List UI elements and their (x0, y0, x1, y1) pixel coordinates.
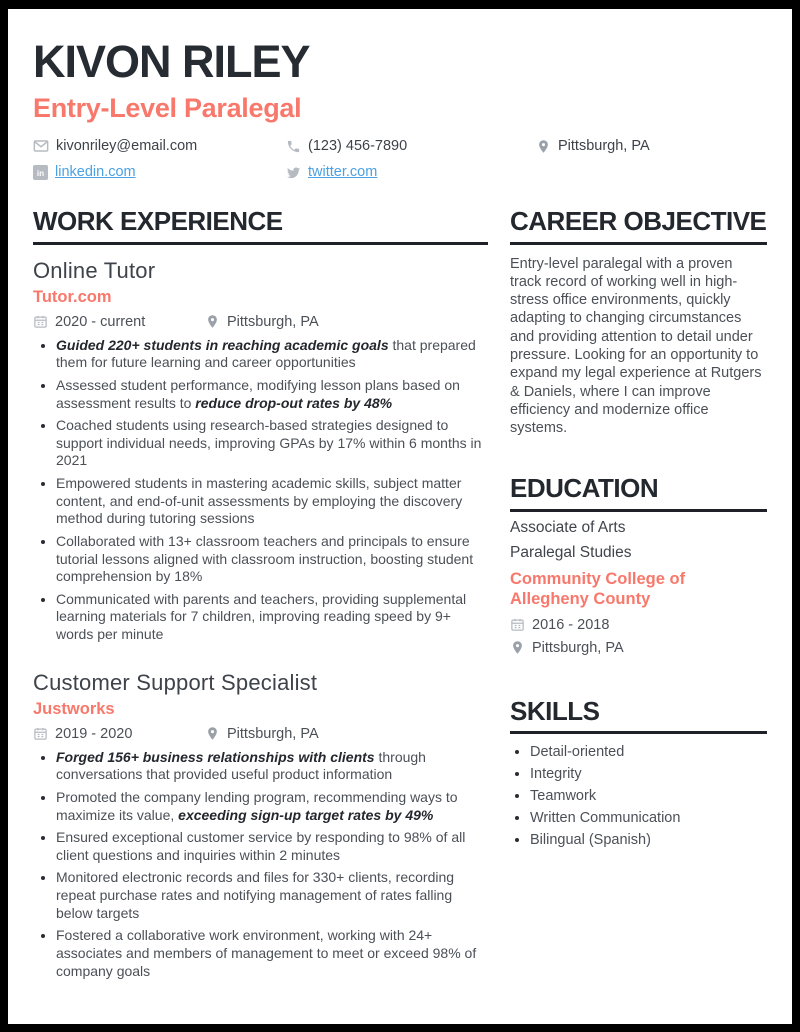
skills-section (510, 696, 767, 849)
calendar-icon (33, 314, 48, 329)
education-heading: EDUCATION (510, 473, 767, 512)
job-dates (33, 314, 205, 330)
skill-item: • Bilingual (Spanish) (530, 832, 767, 848)
phone-icon (286, 139, 301, 154)
education-section (510, 473, 767, 655)
contact-phone (286, 138, 536, 154)
job-bullet (56, 591, 488, 644)
bullet-text: Ensured exceptional customer service by responding to 98% of all client questions and inquiries within 2 minutes (56, 829, 466, 863)
education-school: Community College of Allegheny County (510, 570, 686, 608)
career-objective-text: Entry-level paralegal with a proven track record of working well in high-stress office environments, quickly adapting to changing circumstances and providing attention to detail under pressure. Looking for an opportunity to expand my legal experience at Rutgers & Daniels, where I can improve efficiency and modernize office systems. (510, 255, 762, 437)
bullet-text: Empowered students in mastering academic skills, subject matter content, and end-of-unit assessments by employing the discovery method during tutoring sessions (56, 475, 463, 527)
education-location (510, 640, 767, 656)
job-title: Online Tutor (33, 257, 156, 283)
job-bullet (56, 749, 488, 784)
bullet-text: that prepared them for future learning and career opportunities (56, 336, 476, 371)
work-experience-heading: WORK EXPERIENCE (33, 206, 488, 245)
bullet-highlight: Forged 156+ business relationships with clients (56, 748, 375, 765)
person-job-title: Entry-Level Paralegal (33, 93, 302, 123)
bullet-text: Promoted the company lending program, recommending ways to maximize its value, (56, 788, 458, 823)
twitter-link[interactable]: twitter.com (308, 164, 378, 180)
email-icon (33, 138, 49, 154)
contact-location-text: Pittsburgh, PA (558, 138, 650, 154)
job-bullets (33, 337, 488, 644)
job-company: Tutor.com (33, 287, 112, 306)
bullet-highlight: reduce drop-out rates by 48% (195, 394, 393, 411)
bullet-text: Monitored electronic records and files for 330+ clients, recording repeat purchase rates and notifying management of rates falling below targets (56, 869, 455, 921)
skill-item: • Integrity (530, 766, 767, 782)
job-meta (33, 314, 488, 330)
job-bullet (56, 337, 488, 372)
skills-list (510, 744, 767, 848)
job-company: Justworks (33, 699, 115, 718)
linkedin-link[interactable]: linkedin.com (55, 164, 136, 180)
bullet-text: Collaborated with 13+ classroom teachers and principals to ensure tutorial lessons aligned with classroom instruction, boosting student comprehension by 18% (56, 532, 474, 585)
resume-page (8, 9, 792, 1024)
bullet-text: Communicated with parents and teachers, providing supplemental learning materials for 7 children, improving reading speed by 9+ words per minute (56, 590, 467, 643)
linkedin-icon (33, 165, 48, 180)
job-bullet (56, 927, 488, 980)
contact-linkedin (33, 164, 286, 180)
person-name: KIVON RILEY (33, 36, 310, 87)
education-degree: Associate of Arts (510, 519, 626, 536)
twitter-icon (286, 165, 301, 180)
education-dates (510, 617, 767, 633)
job-dates-text: 2019 - 2020 (55, 725, 133, 742)
resume-columns (33, 206, 767, 985)
job-bullet (56, 789, 488, 824)
location-pin-icon (536, 139, 551, 154)
job-location-text: Pittsburgh, PA (227, 725, 319, 742)
job-dates (33, 726, 205, 742)
right-column (510, 206, 767, 985)
bullet-highlight: exceeding sign-up target rates by 49% (178, 806, 434, 823)
career-objective-heading: CAREER OBJECTIVE (510, 206, 767, 245)
education-dates-text: 2016 - 2018 (532, 616, 610, 633)
skills-heading: SKILLS (510, 696, 767, 735)
location-pin-icon (510, 640, 525, 655)
job-location-text: Pittsburgh, PA (227, 313, 319, 330)
resume-header (33, 36, 767, 180)
job-location (205, 314, 319, 330)
skill-item: • Teamwork (530, 788, 767, 804)
skill-item: • Detail-oriented (530, 744, 767, 760)
location-pin-icon (205, 726, 220, 741)
job-location (205, 726, 319, 742)
job-meta (33, 726, 488, 742)
contact-twitter (286, 164, 536, 180)
calendar-icon (510, 617, 525, 632)
bullet-text: through conversations that provided useful product information (56, 748, 426, 783)
work-experience-section (33, 206, 488, 980)
job-bullets (33, 749, 488, 981)
job-bullet (56, 869, 488, 922)
bullet-text: Fostered a collaborative work environment, working with 24+ associates and members of management to meet or exceed 98% of company goals (56, 927, 477, 979)
contact-location (536, 138, 767, 154)
job-bullet (56, 475, 488, 528)
job-bullet (56, 829, 488, 864)
job-dates-text: 2020 - current (55, 313, 146, 330)
job-title: Customer Support Specialist (33, 669, 318, 695)
job-bullet (56, 377, 488, 412)
job-bullet (56, 417, 488, 470)
calendar-icon (33, 726, 48, 741)
bullet-text: Assessed student performance, modifying lesson plans based on assessment results to (56, 376, 460, 411)
contact-info (33, 138, 767, 180)
bullet-text: Coached students using research-based strategies designed to support individual needs, improving GPAs by 17% within 6 months in 2021 (56, 417, 482, 469)
left-column (33, 206, 488, 985)
bullet-highlight: Guided 220+ students in reaching academic goals (56, 336, 389, 353)
skill-item: • Written Communication (530, 810, 767, 826)
location-pin-icon (205, 314, 220, 329)
job-entry (33, 670, 488, 981)
career-objective-section (510, 206, 767, 437)
jobs-list (33, 258, 488, 981)
svg-text:in: in (36, 168, 45, 178)
job-bullet (56, 533, 488, 586)
contact-email (33, 138, 286, 154)
contact-phone-text: (123) 456-7890 (308, 138, 408, 154)
education-field: Paralegal Studies (510, 544, 632, 561)
job-entry (33, 258, 488, 644)
contact-email-text: kivonriley@email.com (56, 138, 198, 154)
education-location-text: Pittsburgh, PA (532, 639, 624, 656)
